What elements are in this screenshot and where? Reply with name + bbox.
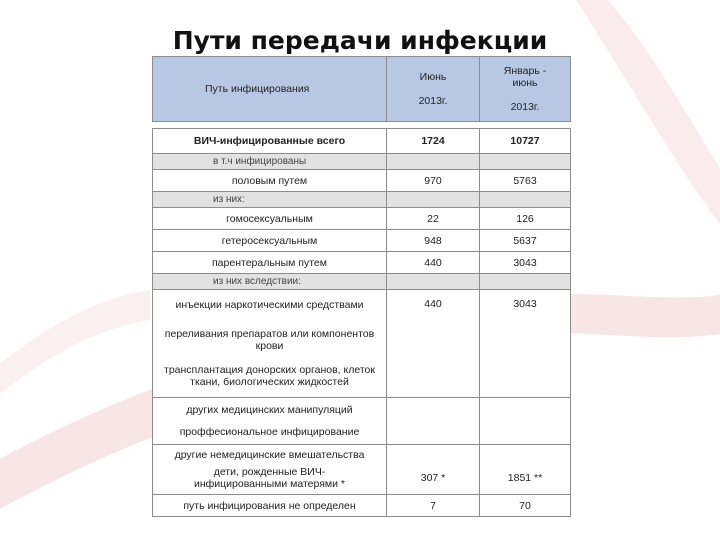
row-june: 1724 [387, 129, 480, 154]
header-jan-june-month-b: июнь [512, 77, 538, 89]
row-jan-june: 1851 ** [480, 445, 571, 495]
header-jan-june [480, 57, 571, 122]
slide-title: Пути передачи инфекции [172, 26, 548, 55]
transmission-table [152, 56, 571, 517]
table-row [153, 398, 571, 445]
row-jan-june: 5763 [480, 170, 571, 192]
row-label: гетеросексуальным [153, 230, 387, 252]
row-label: ВИЧ-инфицированные всего [153, 129, 387, 154]
row-label: других медицинских манипуляций [186, 404, 353, 416]
table-row [153, 170, 571, 192]
row-jan-june: 3043 [480, 252, 571, 274]
row-jan-june: 5637 [480, 230, 571, 252]
table-row [153, 445, 571, 495]
row-label: переливания препаратов или компонентов крови [164, 328, 375, 352]
section-label: из них: [153, 192, 387, 208]
row-label: путь инфицирования не определен [153, 495, 387, 517]
medical-breakdown-cell [153, 398, 387, 445]
header-june-year: 2013г. [418, 95, 448, 107]
table-row [153, 129, 571, 154]
row-june [387, 192, 480, 208]
parenteral-breakdown-cell [153, 290, 387, 398]
row-june: 440 [387, 290, 480, 398]
row-june: 22 [387, 208, 480, 230]
row-jan-june: 70 [480, 495, 571, 517]
section-label: из них вследствии: [153, 274, 387, 290]
row-june: 7 [387, 495, 480, 517]
row-label: гомосексуальным [153, 208, 387, 230]
row-june [387, 154, 480, 170]
row-label: дети, рожденные ВИЧ-инфицированными матерями * [193, 465, 346, 490]
header-jan-june-year: 2013г. [510, 101, 540, 113]
table-section-row [153, 154, 571, 170]
table-row [153, 290, 571, 398]
row-label: трансплантация донорских органов, клеток ткани, биологических жидкостей [164, 364, 375, 388]
row-jan-june: 10727 [480, 129, 571, 154]
row-jan-june: 3043 [480, 290, 571, 398]
table-row [153, 230, 571, 252]
section-label: в т.ч инфицированы [153, 154, 387, 170]
row-jan-june [480, 274, 571, 290]
header-june [387, 57, 480, 122]
table-row [153, 495, 571, 517]
row-june: 307 * [387, 445, 480, 495]
other-breakdown-cell [153, 445, 387, 495]
table-row [153, 252, 571, 274]
header-june-month: Июнь [419, 71, 447, 83]
header-route: Путь инфицирования [153, 57, 387, 122]
transmission-table-container [152, 56, 570, 517]
row-label: парентеральным путем [153, 252, 387, 274]
row-label: инъекции наркотическими средствами [175, 299, 364, 311]
row-label: половым путем [153, 170, 387, 192]
table-row [153, 208, 571, 230]
spacer-row [153, 122, 571, 129]
header-jan-june-month-a: Январь - [503, 65, 547, 77]
row-june: 948 [387, 230, 480, 252]
row-label: проффесиональное инфицирование [179, 426, 360, 438]
row-jan-june [480, 398, 571, 445]
row-june: 970 [387, 170, 480, 192]
table-header-row [153, 57, 571, 122]
row-jan-june: 126 [480, 208, 571, 230]
row-june: 440 [387, 252, 480, 274]
row-jan-june [480, 192, 571, 208]
row-june [387, 398, 480, 445]
table-section-row [153, 274, 571, 290]
row-label: другие немедицинские вмешательства [174, 448, 365, 461]
row-jan-june [480, 154, 571, 170]
table-section-row [153, 192, 571, 208]
row-june [387, 274, 480, 290]
